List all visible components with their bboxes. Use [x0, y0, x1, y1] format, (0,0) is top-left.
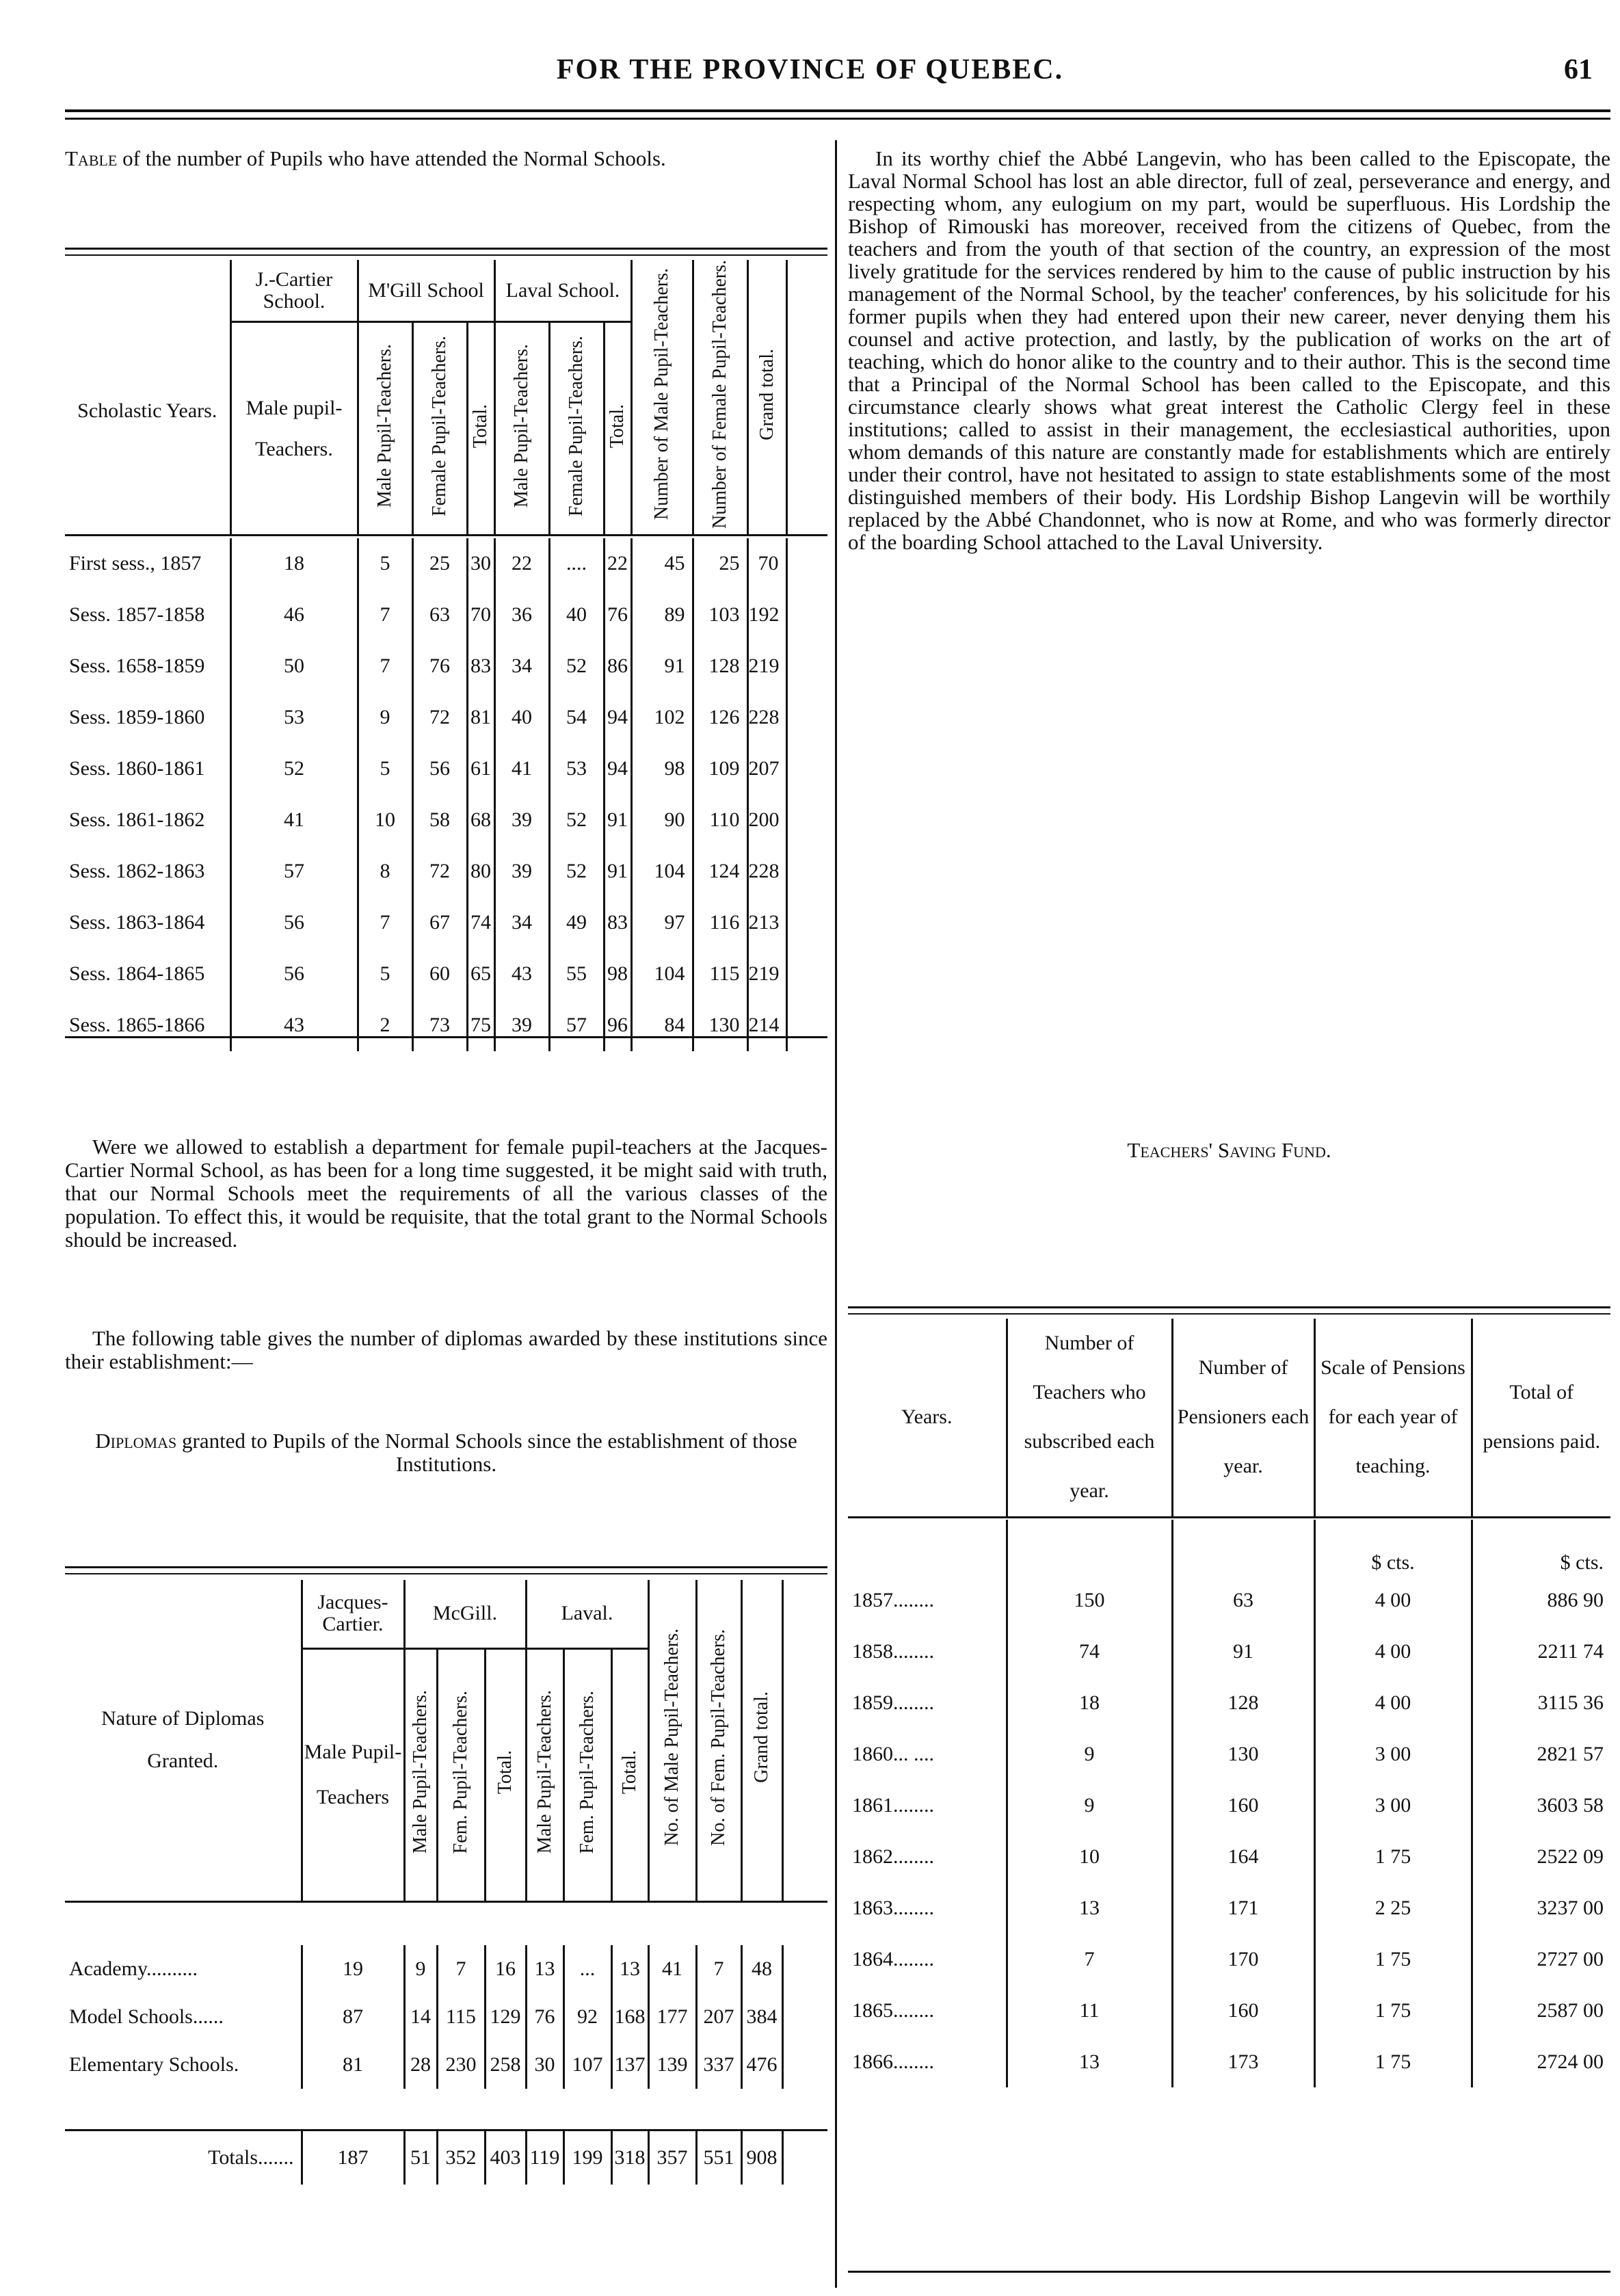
table-cell: 219 — [747, 641, 786, 692]
table-cell: 10 — [1007, 1831, 1172, 1882]
table-cell: 13 — [1007, 2036, 1172, 2087]
table-cell: 1 75 — [1314, 1985, 1472, 2036]
totals-cell: 51 — [404, 2130, 437, 2185]
table-cell: 18 — [230, 538, 358, 590]
table-cell: 2821 57 — [1537, 1742, 1604, 1765]
normal-table-top-rule-2 — [65, 254, 827, 256]
table-row — [65, 590, 827, 641]
table-cell: 5 — [358, 949, 412, 1000]
table-cell: 18 — [1007, 1677, 1172, 1728]
table-cell: 2 — [358, 1000, 412, 1051]
table-cell: 39 — [494, 1000, 549, 1051]
row-label: Academy.......... — [65, 1945, 302, 1993]
table-cell: 25 — [412, 538, 467, 590]
col-scale-of-pensions: Scale of Pensions for each year of teaching. — [1314, 1319, 1472, 1517]
table-cell: 5 — [358, 538, 412, 590]
table-cell: 56 — [412, 743, 467, 795]
table-cell: 10 — [358, 795, 412, 846]
saving-fund-top-rule-2 — [848, 1313, 1610, 1315]
table-cell: 3237 00 — [1537, 1896, 1604, 1919]
diplomas-table-body — [65, 1901, 827, 2185]
table-cell: 43 — [494, 949, 549, 1000]
table-cell: 94 — [604, 692, 631, 743]
table-cell: 45 — [631, 538, 693, 590]
table-cell: 70 — [467, 590, 494, 641]
col-years: Years. — [848, 1319, 1007, 1517]
table-cell: 2724 00 — [1537, 2050, 1604, 2073]
table-cell: 1 75 — [1314, 1831, 1472, 1882]
table-cell: 228 — [747, 692, 786, 743]
table-cell: 60 — [412, 949, 467, 1000]
table-cell: 55 — [549, 949, 604, 1000]
col-grand-total-diplomas: Grand total. — [741, 1580, 782, 1901]
row-year: 1858........ — [848, 1626, 1007, 1677]
col-scholastic-years: Scholastic Years. — [65, 260, 230, 536]
col-laval: Laval School. — [494, 260, 631, 322]
table-cell: 207 — [747, 743, 786, 795]
table-cell: 115 — [693, 949, 747, 1000]
table-cell: 36 — [494, 590, 549, 641]
row-label: First sess., 1857 — [65, 538, 230, 590]
table-cell: 9 — [1007, 1780, 1172, 1831]
page-number: 61 — [1564, 54, 1593, 85]
table-cell: 57 — [230, 846, 358, 897]
totals-label: Totals....... — [65, 2130, 302, 2185]
table-cell: 9 — [1007, 1728, 1172, 1780]
table-cell: 4 00 — [1314, 1677, 1472, 1728]
table-cell: 337 — [696, 2041, 741, 2089]
totals-cell: 357 — [648, 2130, 696, 2185]
table-row — [848, 1728, 1610, 1780]
table-cell: 129 — [485, 1993, 526, 2041]
row-year: 1860... .... — [848, 1728, 1007, 1780]
table-row — [848, 1934, 1610, 1985]
col-laval-diplomas: Laval. — [526, 1580, 648, 1648]
row-label: Sess. 1859-1860 — [65, 692, 230, 743]
col-laval-female: Female Pupil-Teachers. — [549, 322, 604, 536]
col-mcgill-total: Total. — [467, 322, 494, 536]
table-cell: 41 — [494, 743, 549, 795]
table-cell: 92 — [563, 1993, 611, 2041]
column-divider — [835, 140, 837, 2288]
saving-fund-bottom-rule — [848, 2271, 1610, 2273]
col-mcgill-male: Male Pupil-Teachers. — [358, 322, 412, 536]
table-row — [848, 1780, 1610, 1831]
table-row — [65, 743, 827, 795]
table-cell: 40 — [549, 590, 604, 641]
table-cell: 34 — [494, 641, 549, 692]
table-cell: 102 — [631, 692, 693, 743]
col-jc-sub: Male pupil-Teachers. — [230, 322, 358, 536]
table-row — [65, 846, 827, 897]
table-cell: 170 — [1172, 1934, 1314, 1985]
table-cell: 53 — [230, 692, 358, 743]
table-cell: 13 — [611, 1945, 648, 1993]
table-cell: 2727 00 — [1537, 1947, 1604, 1970]
table-cell: 76 — [526, 1993, 563, 2041]
table-cell: 8 — [358, 846, 412, 897]
col-laval-total: Total. — [604, 322, 631, 536]
table-cell: 73 — [412, 1000, 467, 1051]
saving-fund-table — [848, 1319, 1610, 2087]
table-cell: 52 — [549, 846, 604, 897]
table-cell: 76 — [412, 641, 467, 692]
table-cell: 16 — [485, 1945, 526, 1993]
row-label: Sess. 1860-1861 — [65, 743, 230, 795]
totals-row — [65, 2130, 827, 2185]
table-cell: 2211 74 — [1537, 1639, 1604, 1663]
totals-cell: 352 — [437, 2130, 485, 2185]
col-laval-female-d: Fem. Pupil-Teachers. — [563, 1648, 611, 1901]
unit-total: $ cts. — [1560, 1551, 1604, 1574]
table-cell: 219 — [747, 949, 786, 1000]
table-cell: 34 — [494, 897, 549, 949]
table-cell: 103 — [693, 590, 747, 641]
table-cell: 81 — [467, 692, 494, 743]
table-cell: 81 — [302, 2041, 404, 2089]
normal-table-body — [65, 536, 827, 1051]
table-cell: 87 — [302, 1993, 404, 2041]
col-total-pensions: Total of pensions paid. — [1483, 1381, 1601, 1453]
table-cell: 46 — [230, 590, 358, 641]
table-cell: 2587 00 — [1537, 1998, 1604, 2022]
table-cell: 109 — [693, 743, 747, 795]
table-cell: 13 — [526, 1945, 563, 1993]
table-cell: 86 — [604, 641, 631, 692]
saving-fund-title: Teachers' Saving Fund. — [1127, 1138, 1331, 1162]
table-cell: 39 — [494, 846, 549, 897]
table-cell: 63 — [1172, 1574, 1314, 1626]
table-cell: 139 — [648, 2041, 696, 2089]
row-year: 1866........ — [848, 2036, 1007, 2087]
table-cell: 83 — [467, 641, 494, 692]
table-row — [65, 1993, 827, 2041]
table-cell: 14 — [404, 1993, 437, 2041]
totals-cell: 199 — [563, 2130, 611, 2185]
row-year: 1865........ — [848, 1985, 1007, 2036]
col-laval-total-d: Total. — [611, 1648, 648, 1901]
table-cell: 76 — [604, 590, 631, 641]
table-row — [65, 538, 827, 590]
normal-table-bottom-rule — [65, 1036, 827, 1038]
table-cell: 63 — [412, 590, 467, 641]
table-cell: 89 — [631, 590, 693, 641]
row-label: Sess. 1861-1862 — [65, 795, 230, 846]
table-cell: 52 — [230, 743, 358, 795]
table-cell: 54 — [549, 692, 604, 743]
table-cell: 30 — [467, 538, 494, 590]
row-year: 1857........ — [848, 1574, 1007, 1626]
row-label: Model Schools...... — [65, 1993, 302, 2041]
diplomas-table-top-rule-2 — [65, 1573, 827, 1574]
table-cell: 3115 36 — [1537, 1691, 1604, 1714]
table-cell: 130 — [693, 1000, 747, 1051]
row-label: Elementary Schools. — [65, 2041, 302, 2089]
totals-cell: 551 — [696, 2130, 741, 2185]
totals-cell: 403 — [485, 2130, 526, 2185]
table-cell: 80 — [467, 846, 494, 897]
table-cell: 48 — [741, 1945, 782, 1993]
table-cell: 74 — [1007, 1626, 1172, 1677]
col-grand-total: Grand total. — [747, 260, 786, 536]
table-cell: 56 — [230, 949, 358, 1000]
table-row — [65, 2041, 827, 2089]
row-label: Sess. 1857-1858 — [65, 590, 230, 641]
col-num-female: Number of Female Pupil-Teachers. — [693, 260, 747, 536]
table-cell: 173 — [1172, 2036, 1314, 2087]
row-label: Sess. 1862-1863 — [65, 846, 230, 897]
table-row — [65, 1945, 827, 1993]
table-cell: 75 — [467, 1000, 494, 1051]
col-jc-male-pupil-teachers: Male Pupil-Teachers — [302, 1648, 404, 1901]
diplomas-caption-rest: granted to Pupils of the Normal Schools since the establishment of those Institutions. — [176, 1429, 797, 1476]
table-cell: 52 — [549, 795, 604, 846]
table-cell: 68 — [467, 795, 494, 846]
table-row — [848, 1574, 1610, 1626]
table-cell: 177 — [648, 1993, 696, 2041]
caption-rest: of the number of Pupils who have attended the Normal Schools. — [117, 146, 666, 170]
row-year: 1862........ — [848, 1831, 1007, 1882]
table-cell: 476 — [741, 2041, 782, 2089]
table-cell: 25 — [693, 538, 747, 590]
table-cell: 2522 09 — [1537, 1845, 1604, 1868]
table-cell: 7 — [358, 590, 412, 641]
table-cell: 1 75 — [1314, 2036, 1472, 2087]
table-cell: 61 — [467, 743, 494, 795]
row-label: Sess. 1864-1865 — [65, 949, 230, 1000]
paragraph-abbe-langevin: In its worthy chief the Abbé Langevin, who has been called to the Episcopate, the Laval Normal School has lost an able director, full of zeal, perseverance and energy, and respecting whom, any eulogium on my part, would be superfluous. His Lordship the Bishop of Rimouski has moreover, received from the citizens of Quebec, from the teachers and from the youth of that section of the country, an expression of the most lively gratitude for the services rendered by him to the cause of public instruction by his management of the Normal School, by the teacher' conferences, by his solicitude for his former pupils when they had entered upon their new career, never denying them his counsel and active protection, and lastly, by the publication of works on the art of teaching, which do honor alike to the country and to their author. This is the second time that a Principal of the Normal School has been called to the Episcopate, and this circumstance clearly shows what great interest the Catholic Clergy feel in these institutions; called to assist in their management, the ecclesiastical authorities, upon whom demands of this nature are constantly made for establishments which are entirely under their control, have not hesitated to assign to state establishments some of the most distinguished members of their body. His Lordship Bishop Langevin will be worthily replaced by the Abbé Chandonnet, who is now at Rome, and who was formerly director of the boarding School attached to the Laval University. — [848, 146, 1610, 554]
table-cell: 124 — [693, 846, 747, 897]
table-cell: 7 — [1007, 1934, 1172, 1985]
table-cell: 171 — [1172, 1882, 1314, 1934]
table-cell: 40 — [494, 692, 549, 743]
table-cell: 11 — [1007, 1985, 1172, 2036]
table-cell: 19 — [302, 1945, 404, 1993]
table-cell: 28 — [404, 2041, 437, 2089]
paragraph-female-department: Were we allowed to establish a department for female pupil-teachers at the Jacques-Cartier Normal School, as has been for a long time suggested, it be might said with truth, that our Normal Schools meet the requirements of all the various classes of the population. To effect this, it would be requisite, that the total grant to the Normal Schools should be increased. — [65, 1135, 827, 1252]
col-nature-of-diplomas: Nature of Diplomas Granted. — [65, 1580, 302, 1901]
col-jacques-cartier: Jacques-Cartier. — [302, 1580, 404, 1648]
table-cell: 2 25 — [1314, 1882, 1472, 1934]
table-cell: 107 — [563, 2041, 611, 2089]
table-cell: 104 — [631, 949, 693, 1000]
table-cell: 70 — [747, 538, 786, 590]
table-cell: 192 — [747, 590, 786, 641]
table-cell: 116 — [693, 897, 747, 949]
table-cell: 22 — [494, 538, 549, 590]
header-rule-top — [65, 109, 1610, 112]
table-cell: 207 — [696, 1993, 741, 2041]
table-cell: 115 — [437, 1993, 485, 2041]
table-cell: 56 — [230, 897, 358, 949]
header-rule-bottom — [65, 118, 1610, 120]
totals-cell: 318 — [611, 2130, 648, 2185]
paragraph-following-table: The following table gives the number of diplomas awarded by these institutions since their establishment:— — [65, 1326, 827, 1373]
table-row — [65, 795, 827, 846]
table-cell: 9 — [404, 1945, 437, 1993]
table-cell: 50 — [230, 641, 358, 692]
table-cell: 22 — [604, 538, 631, 590]
col-mcgill-diplomas: McGill. — [404, 1580, 526, 1648]
table-cell: 41 — [648, 1945, 696, 1993]
table-row — [65, 949, 827, 1000]
diplomas-table — [65, 1580, 827, 2185]
table-cell: 110 — [693, 795, 747, 846]
table-cell: 104 — [631, 846, 693, 897]
table-cell: 128 — [693, 641, 747, 692]
table-cell: 49 — [549, 897, 604, 949]
table-cell: 3603 58 — [1537, 1793, 1604, 1817]
table-cell: 96 — [604, 1000, 631, 1051]
table-cell: 7 — [696, 1945, 741, 1993]
table-row — [65, 897, 827, 949]
table-cell: 83 — [604, 897, 631, 949]
table-cell: 164 — [1172, 1831, 1314, 1882]
table-cell: 39 — [494, 795, 549, 846]
table-cell: 384 — [741, 1993, 782, 2041]
col-mcgill-female-d: Fem. Pupil-Teachers. — [437, 1648, 485, 1901]
table-cell: 13 — [1007, 1882, 1172, 1934]
table-cell: 230 — [437, 2041, 485, 2089]
table-cell: 91 — [631, 641, 693, 692]
row-year: 1859........ — [848, 1677, 1007, 1728]
saving-fund-top-rule — [848, 1306, 1610, 1308]
table-cell: 168 — [611, 1993, 648, 2041]
table-cell: 3 00 — [1314, 1780, 1472, 1831]
table-cell: 214 — [747, 1000, 786, 1051]
table-cell: 7 — [358, 641, 412, 692]
table-row — [65, 692, 827, 743]
table-cell: 7 — [437, 1945, 485, 1993]
diplomas-table-caption — [65, 1429, 827, 1476]
table-row — [848, 2036, 1610, 2087]
table-cell: 43 — [230, 1000, 358, 1051]
table-cell: 160 — [1172, 1985, 1314, 2036]
col-mcgill-total-d: Total. — [485, 1648, 526, 1901]
table-cell: 97 — [631, 897, 693, 949]
diplomas-caption-smallcaps: Diplomas — [95, 1429, 177, 1453]
table-cell: 65 — [467, 949, 494, 1000]
table-cell: 160 — [1172, 1780, 1314, 1831]
table-cell: 126 — [693, 692, 747, 743]
table-cell: 91 — [604, 795, 631, 846]
table-cell: 1 75 — [1314, 1934, 1472, 1985]
table-cell: 90 — [631, 795, 693, 846]
table-cell: 200 — [747, 795, 786, 846]
unit-scale: $ cts. — [1314, 1520, 1472, 1574]
table-cell: 91 — [604, 846, 631, 897]
table-cell: 4 00 — [1314, 1574, 1472, 1626]
table-cell: 94 — [604, 743, 631, 795]
col-pensioners: Number of Pensioners each year. — [1172, 1319, 1314, 1517]
table-cell: 258 — [485, 2041, 526, 2089]
table-cell: 4 00 — [1314, 1626, 1472, 1677]
table-row — [848, 1882, 1610, 1934]
table-cell: 58 — [412, 795, 467, 846]
table-cell: 74 — [467, 897, 494, 949]
col-num-male: Number of Male Pupil-Teachers. — [631, 260, 693, 536]
normal-table-top-rule — [65, 248, 827, 250]
table-cell: 7 — [358, 897, 412, 949]
table-cell: 52 — [549, 641, 604, 692]
row-label: Sess. 1658-1859 — [65, 641, 230, 692]
table-cell: 130 — [1172, 1728, 1314, 1780]
col-mcgill-female: Female Pupil-Teachers. — [412, 322, 467, 536]
table-row — [848, 1626, 1610, 1677]
totals-cell: 187 — [302, 2130, 404, 2185]
table-cell: 91 — [1172, 1626, 1314, 1677]
caption-smallcaps: Table — [65, 146, 118, 170]
table-row — [65, 641, 827, 692]
normal-schools-table — [65, 260, 827, 1051]
table-cell: 67 — [412, 897, 467, 949]
col-teachers-subscribed: Number of Teachers who subscribed each year. — [1007, 1319, 1172, 1517]
row-year: 1863........ — [848, 1882, 1007, 1934]
row-year: 1864........ — [848, 1934, 1007, 1985]
col-laval-male: Male Pupil-Teachers. — [494, 322, 549, 536]
table-cell: 72 — [412, 846, 467, 897]
table-cell: 3 00 — [1314, 1728, 1472, 1780]
table-row — [848, 1677, 1610, 1728]
table-cell: 30 — [526, 2041, 563, 2089]
table-cell: 5 — [358, 743, 412, 795]
table-row — [65, 1000, 827, 1051]
table-cell: 53 — [549, 743, 604, 795]
table-cell: 98 — [604, 949, 631, 1000]
col-mcgill-male-d: Male Pupil-Teachers. — [404, 1648, 437, 1901]
table-cell: 228 — [747, 846, 786, 897]
table-cell: 41 — [230, 795, 358, 846]
table-cell: 886 90 — [1547, 1588, 1604, 1611]
row-year: 1861........ — [848, 1780, 1007, 1831]
table-cell: .... — [549, 538, 604, 590]
table-cell: 72 — [412, 692, 467, 743]
table-cell: 150 — [1007, 1574, 1172, 1626]
table-cell: ... — [563, 1945, 611, 1993]
row-label: Sess. 1863-1864 — [65, 897, 230, 949]
table-row — [848, 1831, 1610, 1882]
table-cell: 137 — [611, 2041, 648, 2089]
col-no-female: No. of Fem. Pupil-Teachers. — [696, 1580, 741, 1901]
normal-table-caption — [65, 147, 827, 170]
table-cell: 128 — [1172, 1677, 1314, 1728]
col-laval-male-d: Male Pupil-Teachers. — [526, 1648, 563, 1901]
table-row — [848, 1985, 1610, 2036]
totals-cell: 119 — [526, 2130, 563, 2185]
col-mcgill: M'Gill School — [358, 260, 494, 322]
table-cell: 57 — [549, 1000, 604, 1051]
table-cell: 98 — [631, 743, 693, 795]
col-jc-school: J.-Cartier School. — [230, 260, 358, 322]
table-cell: 84 — [631, 1000, 693, 1051]
diplomas-table-top-rule — [65, 1566, 827, 1568]
col-no-male: No. of Male Pupil-Teachers. — [648, 1580, 696, 1901]
totals-cell: 908 — [741, 2130, 782, 2185]
page-title: FOR THE PROVINCE OF QUEBEC. — [556, 54, 1064, 85]
row-label: Sess. 1865-1866 — [65, 1000, 230, 1051]
table-cell: 9 — [358, 692, 412, 743]
saving-fund-body — [848, 1574, 1610, 2087]
table-cell: 213 — [747, 897, 786, 949]
